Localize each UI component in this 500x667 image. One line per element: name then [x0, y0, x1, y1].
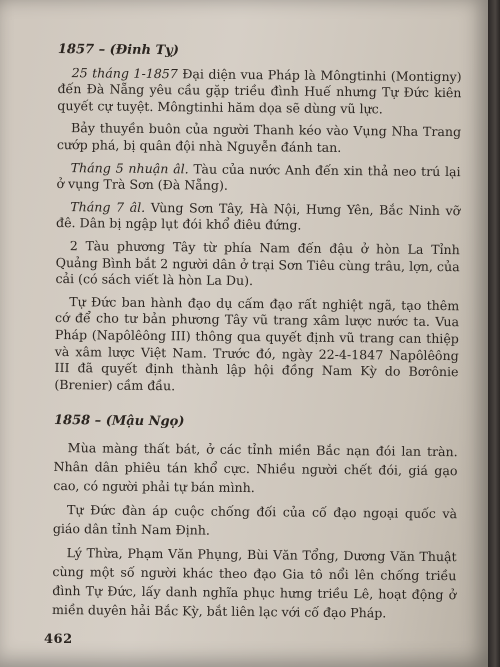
entry-paragraph: Tự Đức đàn áp cuộc chống đối của cố đạo ngoại quốc và giáo dân tỉnh Nam Định. — [52, 501, 458, 538]
entry-text: Vùng Sơn Tây, Hà Nội, Hưng Yên, Bắc Ninh vỡ đê. Dân bị ngập lụt đói khổ điêu đứng. — [56, 199, 461, 233]
entry-text: Tàu của nước Anh đến xin thả neo trú lại ở vụng Trà Sơn (Đà Nẵng). — [56, 160, 461, 193]
entry-date: Tháng 5 nhuận âl. — [70, 159, 189, 176]
entry-paragraph — [55, 238, 459, 292]
entry-paragraph: Lý Thừa, Phạm Văn Phụng, Bùi Văn Tổng, Dương Văn Thuật cùng một số người khác theo đạo Gia tô nổi lên chống triều đình Tự Đức, lấy danh nghĩa phục hưng triều Lê, hoạt động ở miền duyên hải Bắc Kỳ, bắt liên lạc với cố đạo Pháp. — [51, 544, 457, 621]
entry-text: 2 Tàu phương Tây từ phía Nam đến đậu ở hòn La Tỉnh Quảng Bình bắt 2 người dân ở trại Sơn Tiêu cùng trâu, lợn, của cải (có sách viết là hòn La Du). — [55, 238, 460, 289]
entry-date: Tháng 7 âl. — [70, 198, 146, 215]
entry-text: Đại diện vua Pháp là Môngtinhi (Montigny) đến Đà Nẵng yêu cầu gặp triều đình Huế nhưng Tự Đức kiên quyết cự tuyệt. Môngtinhi hăm dọa sẽ dùng vũ lực. — [57, 65, 462, 117]
page-number: 462 — [44, 632, 73, 647]
entry-paragraph: Mùa màng thất bát, ở các tỉnh miền Bắc nạn đói lan tràn. Nhân dân phiêu tán khổ cực. Nhiều người chết đói, giá gạo cao, có người phải tự bán mình. — [53, 439, 458, 495]
entry-text: Bảy thuyền buôn của người Thanh kéo vào Vụng Nha Trang cướp phá, bị quân đội nhà Nguyễn đánh tan. — [56, 120, 462, 155]
entry-paragraph — [56, 160, 460, 197]
page-content — [52, 40, 462, 628]
year-heading-1857: 1857 – (Đinh Tỵ) — [57, 41, 179, 59]
entry-paragraph — [56, 199, 460, 236]
entry-paragraph — [57, 65, 461, 119]
entry-paragraph — [54, 294, 459, 398]
entry-paragraph — [57, 120, 461, 157]
year-heading-1858: 1858 – (Mậu Ngọ) — [53, 413, 185, 430]
book-spine-edge — [488, 0, 500, 667]
entry-date: 25 tháng 1-1857 — [71, 64, 178, 81]
entry-text: Tự Đức ban hành đạo dụ cấm đạo rất nghiệt ngã, tạo thêm cớ để cho tư bản phương Tây vũ trang xâm lược nước ta. Vua Pháp (Napôlêông III) thông qua quyết định vũ trang can thiệp và xâm lược Việt Nam. Trước đó, ngày 22-4-1847 Napôlêông III đã quyết định thành lập hội đồng Nam Kỳ do Bơrônie (Brenier) cầm đầu. — [54, 293, 460, 393]
